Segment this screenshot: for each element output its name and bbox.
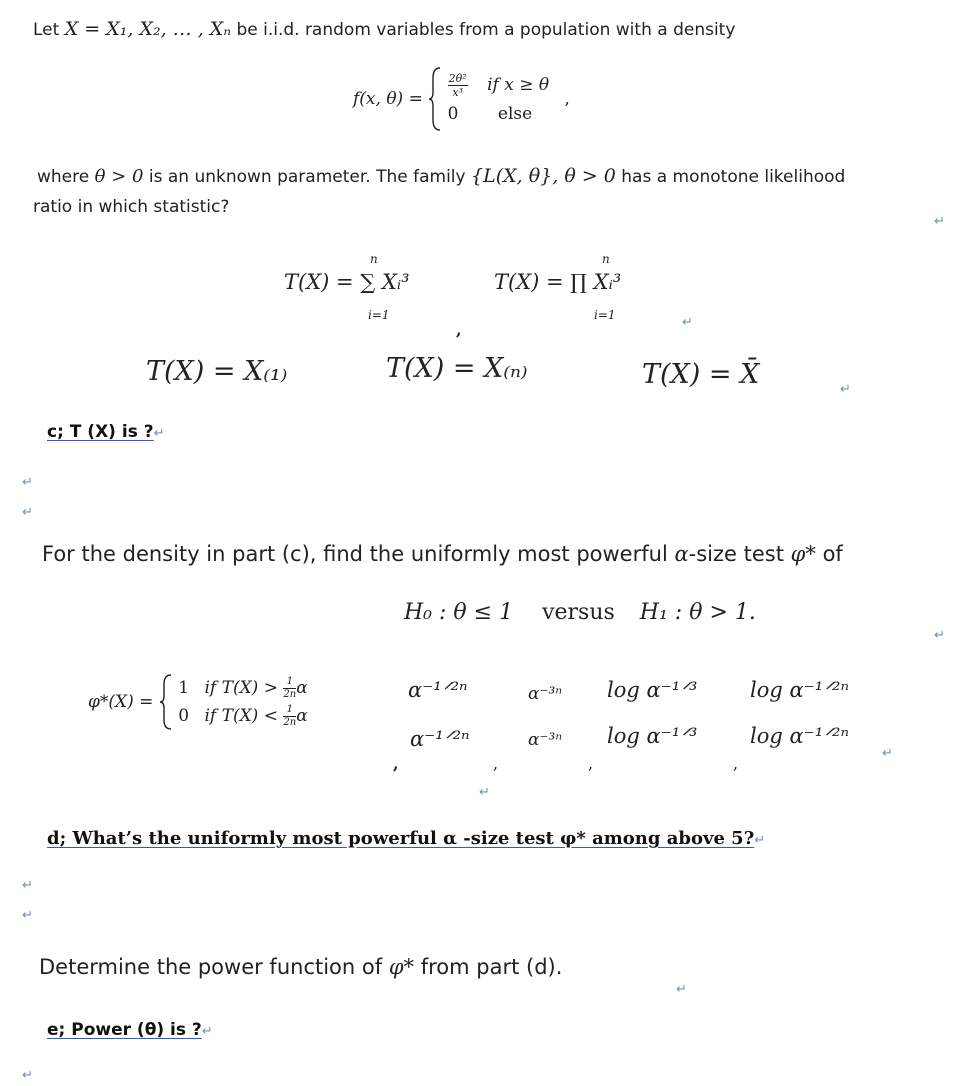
density-comma: ,	[564, 89, 570, 109]
return-mark: ↵	[22, 1068, 33, 1083]
part-e-c: from part (d).	[420, 955, 563, 979]
option-separator-comma: ,	[733, 754, 739, 773]
part-d-e: of	[822, 542, 843, 566]
part-d-alpha: α	[674, 542, 689, 566]
option-min: T(X) = X₍₁₎	[146, 356, 288, 387]
option-d-d: log α⁻¹ᐟ²ⁿ	[750, 678, 849, 702]
option-separator-comma: ,	[493, 754, 499, 773]
where-c: is an unknown parameter. The family	[148, 167, 466, 187]
question-c-text: c; T (X) is ?	[47, 422, 154, 442]
test-cond2: if T(X) <	[204, 706, 278, 726]
test-cases	[178, 674, 307, 730]
prod-upper: n	[602, 252, 610, 266]
prod-lower: i=1	[594, 308, 616, 322]
return-mark: ↵	[22, 505, 33, 520]
return-mark: ↵	[754, 833, 766, 848]
return-mark: ↵	[22, 908, 33, 923]
part-e-phi: φ*	[388, 955, 415, 979]
intro-lead: Let	[33, 20, 60, 40]
return-mark: ↵	[153, 426, 165, 441]
where-line2: ratio in which statistic?	[33, 197, 230, 217]
test-lhs: φ*(X) =	[88, 692, 154, 712]
density-zero: 0	[447, 104, 459, 124]
part-d-phi: φ*	[790, 542, 816, 566]
test-zero: 0	[178, 706, 190, 726]
where-b: θ > 0	[94, 166, 144, 187]
where-line	[37, 165, 845, 187]
question-e-text: e; Power (θ) is ?	[47, 1020, 202, 1040]
test-alpha: α	[296, 706, 308, 726]
return-mark: ↵	[201, 1024, 213, 1039]
intro-line	[33, 18, 735, 40]
part-d-c: -size test	[688, 542, 784, 566]
hypothesis-versus: versus	[542, 600, 615, 625]
return-mark: ↵	[934, 214, 945, 229]
fraction-denominator: 2n	[283, 688, 297, 700]
sum-lower: i=1	[368, 308, 390, 322]
left-brace	[159, 673, 173, 731]
fraction-numerator: 1	[283, 677, 296, 689]
option-mean: T(X) = X̄	[642, 359, 760, 390]
where-d: {L(X, θ}, θ > 0	[470, 165, 616, 187]
part-e-text	[39, 955, 562, 979]
option-d-a: α⁻¹ᐟ²ⁿ	[410, 727, 470, 751]
return-mark: ↵	[676, 982, 687, 997]
option-d-d: log α⁻¹ᐟ²ⁿ	[750, 724, 849, 748]
option-separator-comma: ,	[588, 754, 594, 773]
density-fraction	[448, 73, 468, 98]
question-d	[47, 828, 765, 849]
return-mark: ↵	[882, 746, 893, 761]
left-brace	[428, 66, 442, 132]
part-d-a: For the density in part (c), find the uniformly most powerful	[42, 542, 668, 566]
hypothesis-h1: H₁ : θ > 1.	[639, 600, 756, 625]
density-lhs: f(x, θ) =	[353, 89, 423, 109]
density-numerator: 2θ²	[448, 71, 467, 85]
question-e	[47, 1020, 213, 1040]
test-fraction-1	[283, 677, 296, 700]
question-c	[47, 422, 165, 442]
test-fraction-2	[283, 705, 296, 728]
fraction-numerator: 1	[283, 705, 296, 717]
return-mark: ↵	[934, 628, 945, 643]
prod-expression: T(X) = ∏ Xᵢ³	[494, 270, 622, 294]
density-cond2: else	[497, 104, 533, 124]
hypothesis-h0: H₀ : θ ≤ 1	[404, 600, 514, 625]
option-separator-comma: ,	[456, 320, 462, 339]
part-e-a: Determine the power function of	[39, 955, 383, 979]
intro-vars: X = X₁, X₂, … , Xₙ	[64, 18, 232, 40]
option-d-b: α⁻³ⁿ	[528, 730, 563, 750]
return-mark: ↵	[479, 785, 490, 800]
option-d-a: α⁻¹ᐟ²ⁿ	[408, 678, 468, 702]
test-cond1: if T(X) >	[204, 678, 278, 698]
density-cases	[448, 70, 549, 128]
density-cond1: if x ≥ θ	[487, 75, 550, 95]
question-d-text: d; What’s the uniformly most powerful α -size test φ* among above 5?	[47, 828, 755, 849]
return-mark: ↵	[22, 475, 33, 490]
return-mark: ↵	[682, 315, 693, 330]
sum-expression: T(X) = ∑ Xᵢ³	[284, 270, 410, 294]
option-d-b: α⁻³ⁿ	[528, 684, 563, 704]
option-separator-comma: ,	[393, 754, 399, 773]
test-definition	[88, 673, 308, 731]
part-d-text	[42, 542, 843, 566]
test-alpha: α	[296, 678, 308, 698]
return-mark: ↵	[22, 878, 33, 893]
where-a: where	[37, 167, 90, 187]
return-mark: ↵	[840, 382, 851, 397]
option-d-c: log α⁻¹ᐟ³	[607, 724, 698, 748]
option-max: T(X) = X₍ₙ₎	[386, 353, 528, 384]
fraction-denominator: 2n	[283, 716, 297, 728]
density-formula	[353, 66, 570, 132]
hypothesis	[404, 600, 756, 625]
sum-upper: n	[370, 252, 378, 266]
option-d-c: log α⁻¹ᐟ³	[607, 678, 698, 702]
density-denominator: x³	[452, 85, 463, 99]
intro-tail: be i.i.d. random variables from a population with a density	[236, 20, 736, 40]
where-e: has a monotone likelihood	[621, 167, 846, 187]
test-one: 1	[178, 678, 190, 698]
